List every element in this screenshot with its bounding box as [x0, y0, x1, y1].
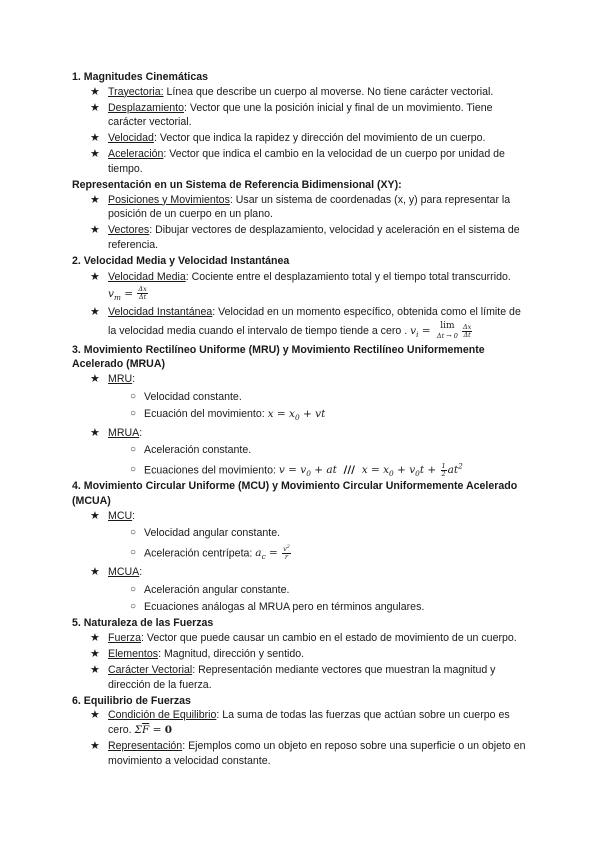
sublist-text: Aceleración angular constante. [144, 583, 290, 596]
sublist [72, 526, 530, 561]
definition: : Cociente entre el desplazamiento total y el tiempo total transcurrido. [185, 270, 511, 283]
star-icon: ★ [90, 224, 100, 237]
term: Velocidad [108, 132, 154, 145]
list-item [72, 193, 530, 222]
term: Posiciones y Movimientos [108, 193, 230, 206]
term: Desplazamiento [108, 101, 184, 114]
list-item: ★ MCUA: ○ Aceleración angular constante. ○ Ecuaciones análogas al MRUA pero en términos angulares. [72, 565, 530, 615]
star-icon: ★ [90, 709, 100, 722]
star-icon: ★ [90, 739, 100, 752]
definition: Línea que describe un cuerpo al moverse. No tiene carácter vectorial. [163, 85, 494, 98]
star-icon: ★ [90, 372, 100, 385]
section-1-list [72, 85, 530, 177]
definition: : Vector que puede causar un cambio en el estado de movimiento de un cuerpo. [140, 631, 517, 644]
formula-mru: $x = x_0$ + vt [267, 408, 326, 423]
definition: : Velocidad en un momento específico, obtenida como el límite de la velocidad media cuando el intervalo de tiempo tiende a cero . [108, 306, 521, 338]
sublist-text: Ecuaciones del movimiento: [144, 464, 279, 477]
term: Fuerza [108, 631, 141, 644]
formula-instantaneous-velocity: $v_i$ = lim Δt → 0 $\frac{\Delta x}{\Delta t}$ [410, 321, 472, 341]
list-item [72, 223, 530, 252]
sublist-text: Velocidad angular constante. [144, 527, 281, 540]
circle-icon: ○ [130, 390, 137, 402]
sublist-text: Ecuación del movimiento: [144, 408, 268, 421]
star-icon: ★ [90, 132, 100, 145]
formula-mrua: $v = v_0$ + at /// $x = x_0 + v_0t$ + $\frac{1}{2}$ $at^2$ [278, 461, 463, 479]
section-representation-list [72, 193, 530, 253]
definition: : Vector que indica el cambio en la velocidad de un cuerpo por unidad de tiempo. [108, 148, 505, 176]
definition: : Representación mediante vectores que muestran la magnitud y dirección de la fuerza. [108, 664, 496, 691]
circle-icon: ○ [130, 527, 137, 539]
section-6-title: 6. Equilibrio de Fuerzas [72, 694, 191, 707]
list-item [72, 101, 530, 130]
star-icon: ★ [90, 306, 100, 319]
list-item [72, 708, 530, 737]
list-item [72, 663, 530, 692]
sublist-item [72, 407, 530, 422]
section-3-title: 3. Movimiento Rectilíneo Uniforme (MRU) y Movimiento Rectilíneo Uniformemente Acelerado (MRUA) [72, 343, 485, 371]
list-item: ★ MCU: ○ Velocidad angular constante. ○ Aceleración centrípeta: $a_c$ = $\frac{v^2}{r}$ [72, 509, 530, 561]
term: MRU [108, 372, 133, 385]
star-icon: ★ [90, 101, 100, 114]
sublist-item [72, 526, 530, 541]
sublist-item [72, 390, 530, 405]
sublist-text: Aceleración constante. [144, 444, 252, 457]
term: MRUA [108, 426, 140, 439]
definition: : La suma de todas las fuerzas que actúan sobre un cuerpo es cero. [108, 709, 510, 736]
section-5-list [72, 631, 530, 692]
term: MCUA [108, 565, 140, 578]
star-icon: ★ [90, 565, 100, 578]
list-item [72, 739, 530, 768]
sublist-item [72, 463, 530, 478]
term: Condición de Equilibrio [108, 709, 217, 722]
sublist-text: Aceleración centrípeta: [144, 547, 256, 560]
star-icon: ★ [90, 148, 100, 161]
circle-icon: ○ [130, 601, 137, 613]
term: Vectores [108, 224, 150, 237]
section-4-list [72, 509, 530, 615]
circle-icon: ○ [130, 444, 137, 456]
definition: : Vector que indica la rapidez y dirección del movimiento de un cuerpo. [153, 132, 486, 145]
section-representation-title: Representación en un Sistema de Referencia Bidimensional (XY): [72, 179, 402, 192]
list-item: ★ MRUA: ○ Aceleración constante. ○ Ecuaciones del movimiento: $v = v_0$ + at /// $x = x_0 + v_0t$ + $\frac{1}{2}$ $at^2$ [72, 426, 530, 478]
section-2-list [72, 269, 530, 342]
term: Representación [108, 739, 183, 752]
term: Velocidad Media [108, 270, 186, 283]
list-item [72, 631, 530, 646]
sublist-text: Ecuaciones análogas al MRUA pero en términos angulares. [144, 601, 425, 614]
definition: : Vector que une la posición inicial y final de un movimiento. Tiene carácter vectorial. [108, 101, 493, 129]
section-2-title: 2. Velocidad Media y Velocidad Instantánea [72, 255, 290, 268]
term: Carácter Vectorial [108, 664, 193, 676]
star-icon: ★ [90, 85, 100, 98]
section-5-title: 5. Naturaleza de las Fuerzas [72, 617, 214, 630]
definition: : Usar un sistema de coordenadas (x, y) para representar la posición de un cuerpo en un plano. [108, 193, 511, 221]
definition: : Dibujar vectores de desplazamiento, velocidad y aceleración en el sistema de referencia. [108, 224, 520, 252]
definition: : Magnitud, dirección y sentido. [158, 647, 305, 660]
formula-average-velocity: $v_m$ = $\frac{\Delta x}{\Delta t}$ [108, 285, 147, 302]
sublist-item [72, 583, 530, 598]
sublist [72, 443, 530, 478]
star-icon: ★ [90, 193, 100, 206]
formula-centripetal: $a_c$ = $\frac{v^2}{r}$ [255, 544, 290, 562]
star-icon: ★ [90, 509, 100, 522]
definition: : Ejemplos como un objeto en reposo sobre una superficie o un objeto en movimiento a velocidad constante. [108, 739, 526, 767]
circle-icon: ○ [130, 408, 137, 420]
section-1-title: 1. Magnitudes Cinemáticas [72, 71, 208, 83]
term: Velocidad Instantánea [108, 306, 213, 319]
sublist [72, 390, 530, 422]
star-icon: ★ [90, 647, 100, 660]
list-item [72, 131, 530, 146]
sublist [72, 583, 530, 615]
term: Elementos [108, 647, 159, 660]
list-item [72, 147, 530, 176]
section-6-list [72, 708, 530, 768]
list-item [72, 647, 530, 662]
list-item: ★ MRU: ○ Velocidad constante. ○ Ecuación del movimiento: $x = x_0$ + vt [72, 372, 530, 422]
sublist-item [72, 443, 530, 458]
star-icon: ★ [90, 270, 100, 283]
term: Aceleración [108, 148, 164, 161]
formula-equilibrium: $\Sigma\overline{F} = 0$ [134, 723, 173, 736]
circle-icon: ○ [130, 546, 137, 558]
list-item [72, 304, 530, 341]
section-3-list [72, 372, 530, 478]
section-4-title: 4. Movimiento Circular Uniforme (MCU) y Movimiento Circular Uniformemente Acelerado (MCUA) [72, 480, 518, 508]
list-item [72, 85, 530, 100]
circle-icon: ○ [130, 463, 137, 475]
sublist-item [72, 546, 530, 561]
term: Trayectoria: [108, 85, 164, 98]
document-content [72, 70, 530, 770]
list-item [72, 269, 530, 303]
sublist-item [72, 600, 530, 615]
star-icon: ★ [90, 426, 100, 439]
circle-icon: ○ [130, 583, 137, 595]
star-icon: ★ [90, 631, 100, 644]
sublist-text: Velocidad constante. [144, 390, 242, 403]
term: MCU [108, 509, 133, 522]
star-icon: ★ [90, 664, 100, 676]
